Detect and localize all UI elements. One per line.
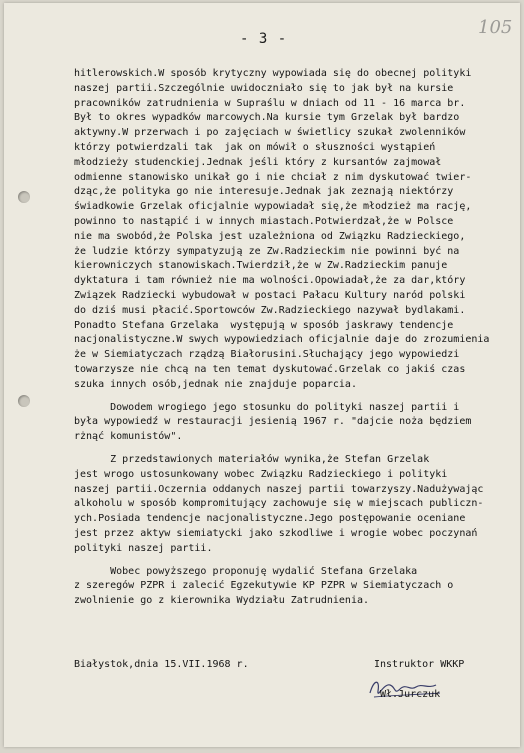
text-line: towarzysze nie chcą na ten temat dyskutować.Grzelak co jakiś czas [74, 363, 466, 375]
document-body [74, 67, 510, 609]
text-line: Związek Radziecki wybudował w postaci Pałacu Kultury naród polski [74, 289, 466, 301]
text-line: że ludzie którzy sympatyzują ze Zw.Radzieckim nie powinni być na [74, 245, 460, 257]
text-line: hitlerowskich.W sposób krytyczny wypowiada się do obecnej polityki [74, 68, 472, 79]
place-date: Białystok,dnia 15.VII.1968 r. [74, 659, 249, 670]
paragraph-gap [74, 393, 510, 401]
text-line: zwolnienie go z kierownika Wydziału Zatrudnienia. [74, 595, 370, 607]
text-line: jest wrogo ustosunkowany wobec Związku Radzieckiego i polityki [74, 468, 448, 480]
text-line: nacjonalistyczne.W swych wypowiedziach oficjalnie daje do zrozumienia [74, 334, 490, 346]
text-line: polityki naszej partii. [74, 542, 213, 554]
text-line: którzy potwierdzali tak jak on mówił o słuszności wystąpień [74, 141, 436, 153]
text-line: do dziś musi płacić.Sportowców Zw.Radzieckiego nazywał bydlakami. [74, 304, 466, 316]
text-line: aktywny.W przerwach i po zajęciach w świetlicy szukał zwolenników [74, 127, 466, 139]
text-line: rżnąć komunistów". [74, 431, 183, 443]
signatory-name: Wł.Jurczuk [380, 689, 441, 700]
text-line: dyktatura i tam również nie ma wolności.Opowiadał,że za dar,który [74, 275, 466, 287]
text-line: z szeregów PZPR i zalecić Egzekutywie KP PZPR w Siemiatyczach o [74, 580, 454, 592]
text-line: młodzieży studenckiej.Jednak jeśli który z kursantów zajmował [74, 156, 442, 168]
text-line: kierowniczych stanowiskach.Twierdził,że w Zw.Radzieckim panuje [74, 260, 448, 272]
page-number: - 3 - [240, 31, 288, 47]
text-line: szuka innych osób,jednak nie znajduje poparcia. [74, 378, 357, 390]
text-line: Wobec powyższego proponuję wydalić Stefana Grzelaka [74, 565, 418, 577]
text-line: naszej partii.Oczernia oddanych naszej partii towarzyszy.Nadużywając [74, 483, 484, 495]
text-line: Z przedstawionych materiałów wynika,że Stefan Grzelak [74, 453, 430, 465]
text-line: była wypowiedź w restauracji jesienią 1967 r. "dajcie noża będziem [74, 416, 472, 428]
text-line: naszej partii.Szczególnie uwidoczniało się to jak był na kursie [74, 82, 454, 94]
text-line: alkoholu w sposób kompromitujący zachowuje się w miejscach publiczn- [74, 498, 484, 510]
punch-hole [18, 395, 30, 407]
text-line: świadkowie Grzelak oficjalnie wypowiadał się,że młodzież ma rację, [74, 201, 472, 213]
text-line: dząc,że polityka go nie interesuje.Jednak jak zeznają niektórzy [74, 186, 454, 198]
text-line: powinno to nastąpić i w innych miastach.Potwierdzał,że w Polsce [74, 215, 454, 227]
text-line: pracowników zatrudnienia w Supraślu w dniach od 11 - 16 marca br. [74, 97, 466, 109]
text-line: ych.Posiada tendencje nacjonalistyczne.Jego postępowanie oceniane [74, 513, 466, 525]
text-line: odmienne stanowisko unikał go i nie chciał z nim dyskutować twier- [74, 171, 472, 183]
text-line: Ponadto Stefana Grzelaka występują w sposób jaskrawy tendencje [74, 319, 454, 331]
text-line: że w Siemiatyczach rządzą Białorusini.Słuchający jego wypowiedzi [74, 349, 460, 361]
signatory-role: Instruktor WKKP [374, 659, 465, 670]
document-page [4, 3, 520, 747]
text-line: nie ma swobód,że Polska jest uzależniona od Związku Radzieckiego, [74, 230, 466, 242]
paragraph-gap [74, 445, 510, 453]
text-line: Był to okres wypadków marcowych.Na kursie tym Grzelak był bardzo [74, 112, 460, 124]
paragraph-gap [74, 557, 510, 565]
text-line: Dowodem wrogiego jego stosunku do polityki naszej partii i [74, 401, 460, 413]
archive-number: 105 [478, 17, 513, 38]
punch-hole [18, 191, 30, 203]
text-line: jest przez aktyw siemiatycki jako szkodliwe i wrogie wobec poczynań [74, 527, 478, 539]
